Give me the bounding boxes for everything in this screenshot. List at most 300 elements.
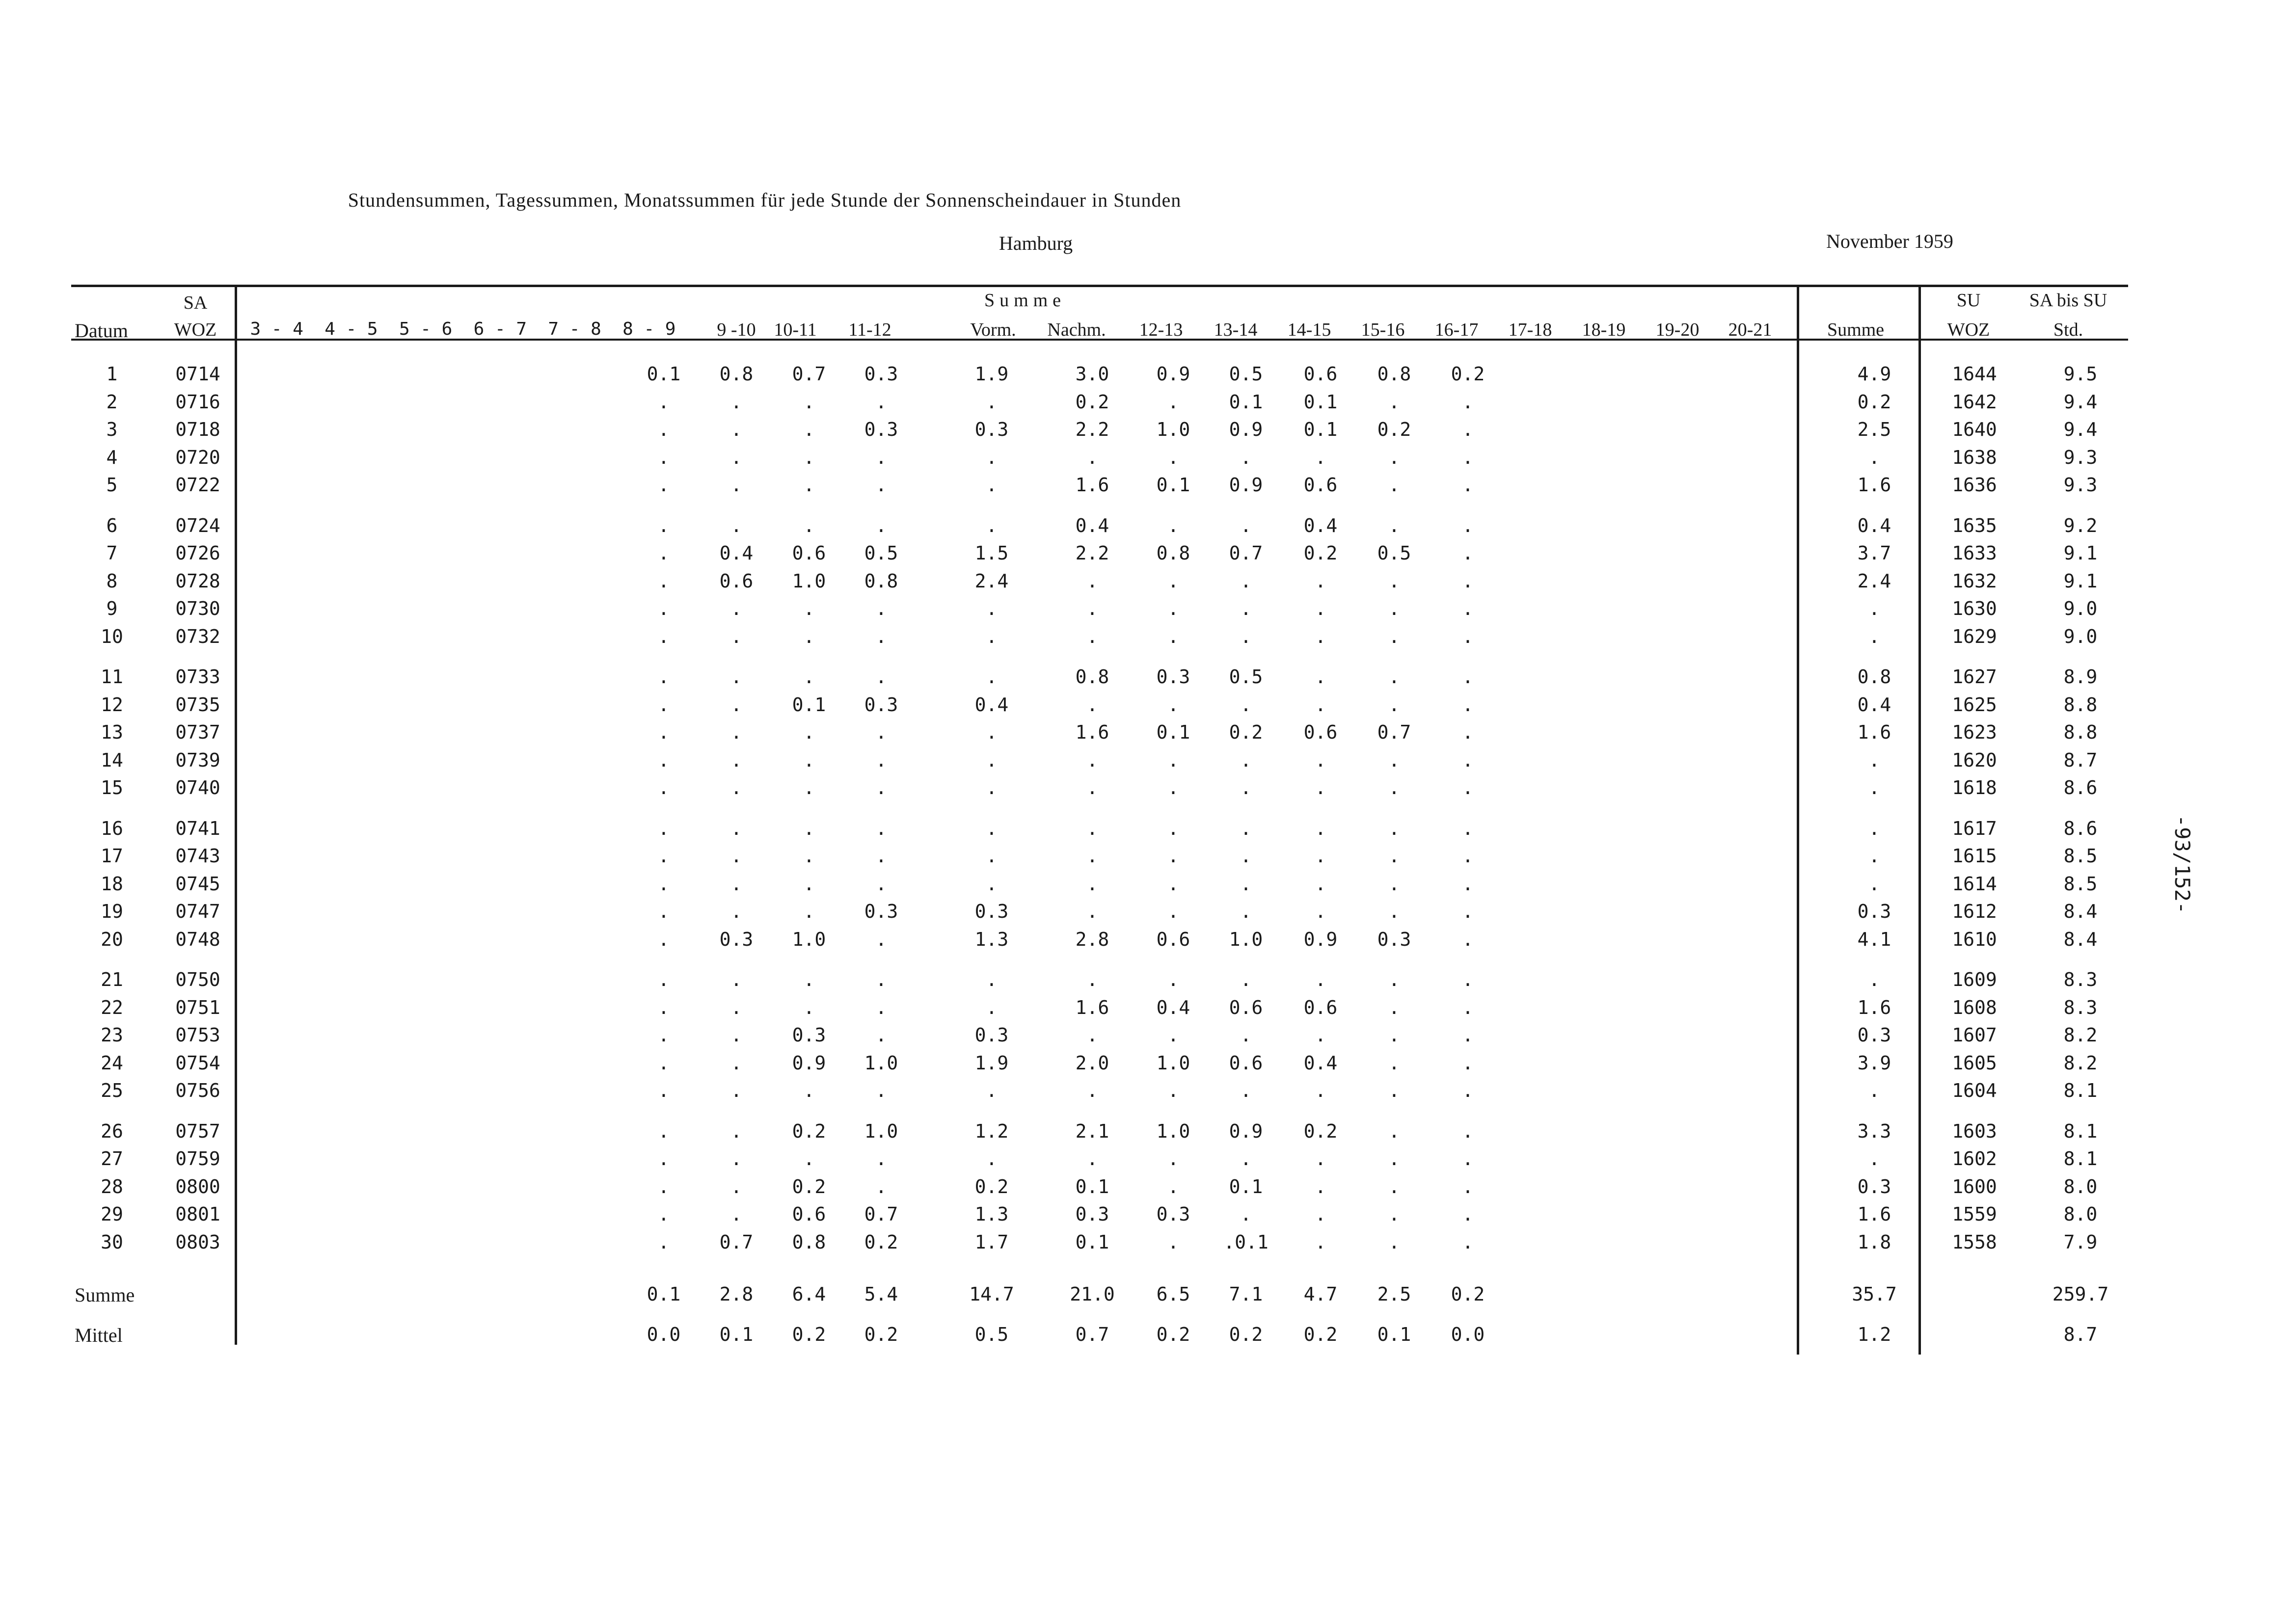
cell-day: 22 [101, 996, 123, 1018]
cell-vorm: 1.9 [974, 1052, 1009, 1074]
cell-vorm: . [986, 446, 998, 468]
cell-h12-13: 0.1 [1156, 474, 1190, 496]
cell-std: 9.0 [2063, 598, 2098, 619]
cell-h8-9: . [658, 928, 670, 950]
cell-h15-16: . [1388, 598, 1400, 619]
cell-h13-14: 1.0 [1229, 928, 1263, 950]
summary-cell-h10-11: 6.4 [792, 1283, 826, 1305]
cell-day: 23 [101, 1024, 123, 1046]
cell-h16-17: . [1462, 666, 1474, 688]
header-std-bottom: Std. [2053, 319, 2083, 340]
cell-summe: 0.2 [1857, 391, 1891, 413]
cell-sa-woz: 0716 [175, 391, 220, 413]
document-title: Stundensummen, Tagessummen, Monatssummen für jede Stunde der Sonnenscheindauer in Stunden [348, 189, 1182, 211]
cell-h8-9: . [658, 514, 670, 536]
cell-h12-13: . [1167, 873, 1179, 895]
cell-day: 12 [101, 693, 123, 716]
cell-h11-12: . [875, 514, 887, 536]
cell-nachm: . [1086, 625, 1098, 647]
cell-summe: . [1868, 1148, 1880, 1170]
cell-h15-16: . [1388, 901, 1400, 922]
header-h19-20: 19-20 [1655, 319, 1700, 340]
cell-h13-14: . [1240, 873, 1252, 895]
cell-h16-17: . [1462, 1080, 1474, 1101]
cell-h13-14: 0.5 [1229, 363, 1263, 385]
cell-h9-10: . [730, 1024, 742, 1046]
cell-h8-9: . [658, 1231, 670, 1253]
header-std-top: SA bis SU [2029, 290, 2107, 311]
cell-std: 9.5 [2063, 363, 2098, 385]
cell-h12-13: . [1167, 514, 1179, 536]
cell-h8-9: . [658, 969, 670, 990]
cell-h13-14: . [1240, 749, 1252, 771]
cell-su-woz: 1644 [1952, 363, 1997, 385]
cell-h14-15: . [1315, 625, 1326, 647]
cell-su-woz: 1615 [1952, 845, 1997, 867]
cell-nachm: 1.6 [1075, 721, 1109, 743]
cell-std: 9.4 [2063, 391, 2098, 413]
cell-std: 9.0 [2063, 625, 2098, 647]
cell-h8-9: . [658, 749, 670, 771]
cell-su-woz: 1618 [1952, 777, 1997, 798]
cell-summe: 0.4 [1857, 693, 1891, 716]
cell-summe: 1.6 [1857, 1203, 1891, 1225]
cell-std: 8.3 [2063, 969, 2098, 990]
cell-h9-10: . [730, 873, 742, 895]
cell-nachm: 2.2 [1075, 542, 1109, 564]
cell-std: 8.7 [2063, 749, 2098, 771]
cell-h13-14: . [1240, 598, 1252, 619]
cell-h15-16: 0.8 [1377, 363, 1411, 385]
cell-h10-11: . [803, 873, 815, 895]
cell-sa-woz: 0800 [175, 1175, 220, 1197]
cell-day: 17 [101, 845, 123, 867]
cell-summe: . [1868, 598, 1880, 619]
cell-sa-woz: 0724 [175, 514, 220, 536]
cell-h11-12: . [875, 1024, 887, 1046]
cell-su-woz: 1614 [1952, 873, 1997, 895]
summary-cell-h8-9: 0.1 [647, 1283, 681, 1305]
cell-h10-11: . [803, 845, 815, 867]
cell-h14-15: . [1315, 873, 1326, 895]
cell-sa-woz: 0747 [175, 901, 220, 922]
cell-summe: . [1868, 749, 1880, 771]
cell-day: 16 [101, 817, 123, 839]
cell-su-woz: 1609 [1952, 969, 1997, 990]
cell-h14-15: . [1315, 749, 1326, 771]
summary-cell-h15-16: 0.1 [1377, 1324, 1411, 1345]
cell-h13-14: . [1240, 845, 1252, 867]
cell-h13-14: . [1240, 625, 1252, 647]
cell-day: 11 [101, 666, 123, 688]
cell-h10-11: . [803, 969, 815, 990]
cell-summe: . [1868, 969, 1880, 990]
cell-h13-14: . [1240, 570, 1252, 592]
cell-h11-12: 0.3 [864, 419, 898, 440]
cell-vorm: 1.7 [974, 1231, 1009, 1253]
cell-h15-16: . [1388, 996, 1400, 1018]
cell-su-woz: 1602 [1952, 1148, 1997, 1170]
cell-su-woz: 1633 [1952, 542, 1997, 564]
cell-h14-15: . [1315, 1175, 1326, 1197]
cell-h13-14: . [1240, 514, 1252, 536]
summary-cell-h11-12: 0.2 [864, 1324, 898, 1345]
cell-h9-10: . [730, 721, 742, 743]
cell-h11-12: . [875, 928, 887, 950]
header-hours-early: 3 - 4 4 - 5 5 - 6 6 - 7 7 - 8 8 - 9 [250, 319, 676, 339]
cell-h9-10: . [730, 777, 742, 798]
cell-h10-11: . [803, 1080, 815, 1101]
cell-h15-16: . [1388, 474, 1400, 496]
cell-h11-12: 0.3 [864, 693, 898, 716]
cell-day: 13 [101, 721, 123, 743]
cell-std: 8.4 [2063, 901, 2098, 922]
cell-h14-15: 0.2 [1303, 1120, 1338, 1142]
cell-std: 8.6 [2063, 777, 2098, 798]
cell-vorm: . [986, 514, 998, 536]
cell-h16-17: . [1462, 474, 1474, 496]
cell-h13-14: . [1240, 969, 1252, 990]
cell-h11-12: 1.0 [864, 1052, 898, 1074]
cell-su-woz: 1623 [1952, 721, 1997, 743]
cell-h15-16: . [1388, 777, 1400, 798]
cell-h11-12: . [875, 749, 887, 771]
cell-h14-15: . [1315, 666, 1326, 688]
summary-cell-vorm: 14.7 [969, 1283, 1014, 1305]
cell-h10-11: 1.0 [792, 928, 826, 950]
cell-summe: 1.6 [1857, 721, 1891, 743]
cell-su-woz: 1604 [1952, 1080, 1997, 1101]
cell-std: 8.0 [2063, 1175, 2098, 1197]
cell-h8-9: . [658, 693, 670, 716]
header-h20-21: 20-21 [1728, 319, 1772, 340]
cell-vorm: . [986, 625, 998, 647]
cell-h11-12: 0.8 [864, 570, 898, 592]
cell-h9-10: . [730, 845, 742, 867]
cell-h15-16: . [1388, 514, 1400, 536]
cell-day: 7 [106, 542, 118, 564]
cell-sa-woz: 0751 [175, 996, 220, 1018]
column-rule-summe [1797, 285, 1799, 1355]
cell-su-woz: 1625 [1952, 693, 1997, 716]
cell-h14-15: 0.1 [1303, 419, 1338, 440]
cell-su-woz: 1632 [1952, 570, 1997, 592]
cell-h8-9: . [658, 1203, 670, 1225]
cell-h12-13: 0.8 [1156, 542, 1190, 564]
cell-h10-11: 0.8 [792, 1231, 826, 1253]
cell-sa-woz: 0720 [175, 446, 220, 468]
cell-su-woz: 1640 [1952, 419, 1997, 440]
cell-day: 28 [101, 1175, 123, 1197]
cell-nachm: . [1086, 1148, 1098, 1170]
cell-std: 8.2 [2063, 1052, 2098, 1074]
cell-h9-10: . [730, 817, 742, 839]
summary-cell-nachm: 0.7 [1075, 1324, 1109, 1345]
cell-h10-11: 1.0 [792, 570, 826, 592]
header-h16-17: 16-17 [1434, 319, 1479, 340]
cell-h9-10: . [730, 446, 742, 468]
cell-h15-16: . [1388, 1231, 1400, 1253]
cell-h15-16: . [1388, 446, 1400, 468]
cell-std: 8.1 [2063, 1148, 2098, 1170]
cell-h16-17: . [1462, 996, 1474, 1018]
cell-h11-12: . [875, 845, 887, 867]
cell-h9-10: 0.7 [719, 1231, 754, 1253]
cell-nachm: 1.6 [1075, 474, 1109, 496]
cell-vorm: . [986, 969, 998, 990]
cell-h13-14: . [1240, 901, 1252, 922]
summary-label: Summe [75, 1284, 135, 1306]
cell-h12-13: . [1167, 901, 1179, 922]
cell-h16-17: . [1462, 1231, 1474, 1253]
cell-h13-14: 0.5 [1229, 666, 1263, 688]
cell-h8-9: . [658, 625, 670, 647]
cell-sa-woz: 0803 [175, 1231, 220, 1253]
cell-h14-15: 0.2 [1303, 542, 1338, 564]
cell-h13-14: 0.1 [1229, 1175, 1263, 1197]
cell-nachm: . [1086, 873, 1098, 895]
cell-summe: . [1868, 777, 1880, 798]
cell-h8-9: . [658, 542, 670, 564]
cell-nachm: . [1086, 777, 1098, 798]
cell-h13-14: 0.9 [1229, 474, 1263, 496]
cell-h14-15: 0.6 [1303, 996, 1338, 1018]
cell-vorm: . [986, 474, 998, 496]
cell-h10-11: . [803, 721, 815, 743]
cell-h11-12: . [875, 969, 887, 990]
cell-summe: . [1868, 625, 1880, 647]
cell-h9-10: . [730, 474, 742, 496]
cell-h12-13: . [1167, 625, 1179, 647]
cell-h9-10: 0.6 [719, 570, 754, 592]
header-summe-caption: Summe [984, 290, 1066, 311]
summary-cell-std: 259.7 [2052, 1283, 2109, 1305]
cell-h11-12: . [875, 777, 887, 798]
header-h18-19: 18-19 [1582, 319, 1626, 340]
cell-h16-17: . [1462, 542, 1474, 564]
cell-nachm: 0.4 [1075, 514, 1109, 536]
cell-h11-12: . [875, 996, 887, 1018]
cell-h15-16: . [1388, 1175, 1400, 1197]
cell-h13-14: . [1240, 1203, 1252, 1225]
cell-h9-10: . [730, 598, 742, 619]
cell-h8-9: . [658, 1175, 670, 1197]
cell-h14-15: . [1315, 1080, 1326, 1101]
cell-sa-woz: 0739 [175, 749, 220, 771]
cell-h16-17: . [1462, 721, 1474, 743]
cell-h11-12: . [875, 721, 887, 743]
cell-h12-13: . [1167, 777, 1179, 798]
cell-h8-9: . [658, 1024, 670, 1046]
cell-summe: 0.3 [1857, 901, 1891, 922]
cell-h9-10: . [730, 1203, 742, 1225]
cell-summe: 0.8 [1857, 666, 1891, 688]
cell-h12-13: . [1167, 693, 1179, 716]
summary-cell-h13-14: 0.2 [1229, 1324, 1263, 1345]
summary-cell-h12-13: 0.2 [1156, 1324, 1190, 1345]
cell-std: 9.1 [2063, 542, 2098, 564]
cell-h16-17: . [1462, 446, 1474, 468]
cell-h14-15: 0.4 [1303, 1052, 1338, 1074]
cell-h10-11: 0.9 [792, 1052, 826, 1074]
cell-h14-15: . [1315, 1148, 1326, 1170]
cell-h16-17: . [1462, 749, 1474, 771]
cell-h13-14: . [1240, 777, 1252, 798]
cell-day: 6 [106, 514, 118, 536]
cell-h14-15: 0.1 [1303, 391, 1338, 413]
cell-su-woz: 1607 [1952, 1024, 1997, 1046]
cell-vorm: . [986, 1148, 998, 1170]
cell-h16-17: . [1462, 873, 1474, 895]
cell-summe: . [1868, 1080, 1880, 1101]
cell-day: 4 [106, 446, 118, 468]
cell-h12-13: . [1167, 845, 1179, 867]
cell-sa-woz: 0740 [175, 777, 220, 798]
cell-h15-16: . [1388, 1203, 1400, 1225]
cell-summe: 3.7 [1857, 542, 1891, 564]
cell-h16-17: . [1462, 514, 1474, 536]
cell-su-woz: 1559 [1952, 1203, 1997, 1225]
cell-h9-10: 0.8 [719, 363, 754, 385]
cell-std: 9.1 [2063, 570, 2098, 592]
cell-summe: 2.4 [1857, 570, 1891, 592]
cell-h9-10: . [730, 996, 742, 1018]
cell-h12-13: . [1167, 391, 1179, 413]
cell-h8-9: . [658, 996, 670, 1018]
cell-h12-13: . [1167, 1148, 1179, 1170]
cell-std: 8.9 [2063, 666, 2098, 688]
cell-h15-16: . [1388, 693, 1400, 716]
page-number: -93/152- [2170, 815, 2194, 914]
cell-h14-15: . [1315, 901, 1326, 922]
cell-day: 19 [101, 901, 123, 922]
cell-h16-17: . [1462, 1203, 1474, 1225]
cell-su-woz: 1630 [1952, 598, 1997, 619]
cell-summe: 4.9 [1857, 363, 1891, 385]
cell-std: 8.0 [2063, 1203, 2098, 1225]
cell-h15-16: 0.5 [1377, 542, 1411, 564]
cell-day: 25 [101, 1080, 123, 1101]
cell-std: 8.1 [2063, 1120, 2098, 1142]
cell-h9-10: . [730, 693, 742, 716]
cell-h10-11: . [803, 625, 815, 647]
cell-su-woz: 1638 [1952, 446, 1997, 468]
cell-h14-15: . [1315, 598, 1326, 619]
cell-nachm: . [1086, 598, 1098, 619]
cell-h8-9: . [658, 446, 670, 468]
cell-summe: 0.3 [1857, 1175, 1891, 1197]
cell-h8-9: . [658, 845, 670, 867]
cell-nachm: . [1086, 749, 1098, 771]
cell-h12-13: 1.0 [1156, 1052, 1190, 1074]
header-summe: Summe [1827, 319, 1885, 340]
cell-std: 8.1 [2063, 1080, 2098, 1101]
cell-h11-12: 0.3 [864, 901, 898, 922]
cell-summe: 0.4 [1857, 514, 1891, 536]
cell-h15-16: 0.7 [1377, 721, 1411, 743]
cell-std: 8.4 [2063, 928, 2098, 950]
cell-sa-woz: 0737 [175, 721, 220, 743]
summary-label: Mittel [75, 1324, 123, 1346]
cell-h13-14: . [1240, 1148, 1252, 1170]
cell-h13-14: . [1240, 817, 1252, 839]
cell-h10-11: . [803, 817, 815, 839]
cell-h8-9: . [658, 570, 670, 592]
cell-h11-12: . [875, 1080, 887, 1101]
cell-h12-13: 0.3 [1156, 666, 1190, 688]
cell-h9-10: . [730, 1120, 742, 1142]
summary-cell-h11-12: 5.4 [864, 1283, 898, 1305]
cell-vorm: . [986, 777, 998, 798]
cell-nachm: 0.8 [1075, 666, 1109, 688]
cell-h16-17: . [1462, 1052, 1474, 1074]
cell-h16-17: . [1462, 845, 1474, 867]
cell-su-woz: 1635 [1952, 514, 1997, 536]
cell-h8-9: . [658, 901, 670, 922]
cell-day: 18 [101, 873, 123, 895]
cell-h15-16: . [1388, 1024, 1400, 1046]
cell-h15-16: 0.2 [1377, 419, 1411, 440]
cell-h10-11: 0.1 [792, 693, 826, 716]
cell-sa-woz: 0726 [175, 542, 220, 564]
cell-h14-15: . [1315, 845, 1326, 867]
cell-day: 30 [101, 1231, 123, 1253]
cell-day: 2 [106, 391, 118, 413]
cell-h12-13: . [1167, 1024, 1179, 1046]
cell-h15-16: . [1388, 625, 1400, 647]
cell-h8-9: . [658, 817, 670, 839]
cell-h13-14: 0.6 [1229, 996, 1263, 1018]
cell-sa-woz: 0748 [175, 928, 220, 950]
cell-h10-11: . [803, 901, 815, 922]
header-h12-13: 12-13 [1139, 319, 1183, 340]
header-sa-top: SA [183, 293, 208, 313]
cell-h14-15: . [1315, 1024, 1326, 1046]
cell-nachm: . [1086, 817, 1098, 839]
cell-h10-11: . [803, 996, 815, 1018]
cell-summe: 0.3 [1857, 1024, 1891, 1046]
cell-h10-11: 0.2 [792, 1120, 826, 1142]
cell-h12-13: . [1167, 1231, 1179, 1253]
cell-h16-17: . [1462, 969, 1474, 990]
cell-vorm: . [986, 873, 998, 895]
cell-summe: 1.6 [1857, 474, 1891, 496]
cell-h12-13: . [1167, 1080, 1179, 1101]
cell-vorm: . [986, 817, 998, 839]
cell-h16-17: . [1462, 901, 1474, 922]
cell-h11-12: . [875, 598, 887, 619]
cell-h12-13: . [1167, 817, 1179, 839]
cell-h15-16: . [1388, 570, 1400, 592]
cell-su-woz: 1610 [1952, 928, 1997, 950]
cell-h14-15: . [1315, 969, 1326, 990]
cell-h12-13: . [1167, 598, 1179, 619]
summary-cell-nachm: 21.0 [1070, 1283, 1115, 1305]
cell-h15-16: . [1388, 391, 1400, 413]
cell-nachm: 0.3 [1075, 1203, 1109, 1225]
cell-nachm: . [1086, 570, 1098, 592]
cell-h14-15: . [1315, 777, 1326, 798]
cell-nachm: . [1086, 969, 1098, 990]
cell-h14-15: 0.6 [1303, 474, 1338, 496]
cell-h13-14: . [1240, 1080, 1252, 1101]
cell-vorm: 1.3 [974, 928, 1009, 950]
cell-h10-11: 0.6 [792, 542, 826, 564]
cell-nachm: 2.8 [1075, 928, 1109, 950]
cell-h15-16: . [1388, 1052, 1400, 1074]
cell-h13-14: . [1240, 1024, 1252, 1046]
cell-sa-woz: 0741 [175, 817, 220, 839]
